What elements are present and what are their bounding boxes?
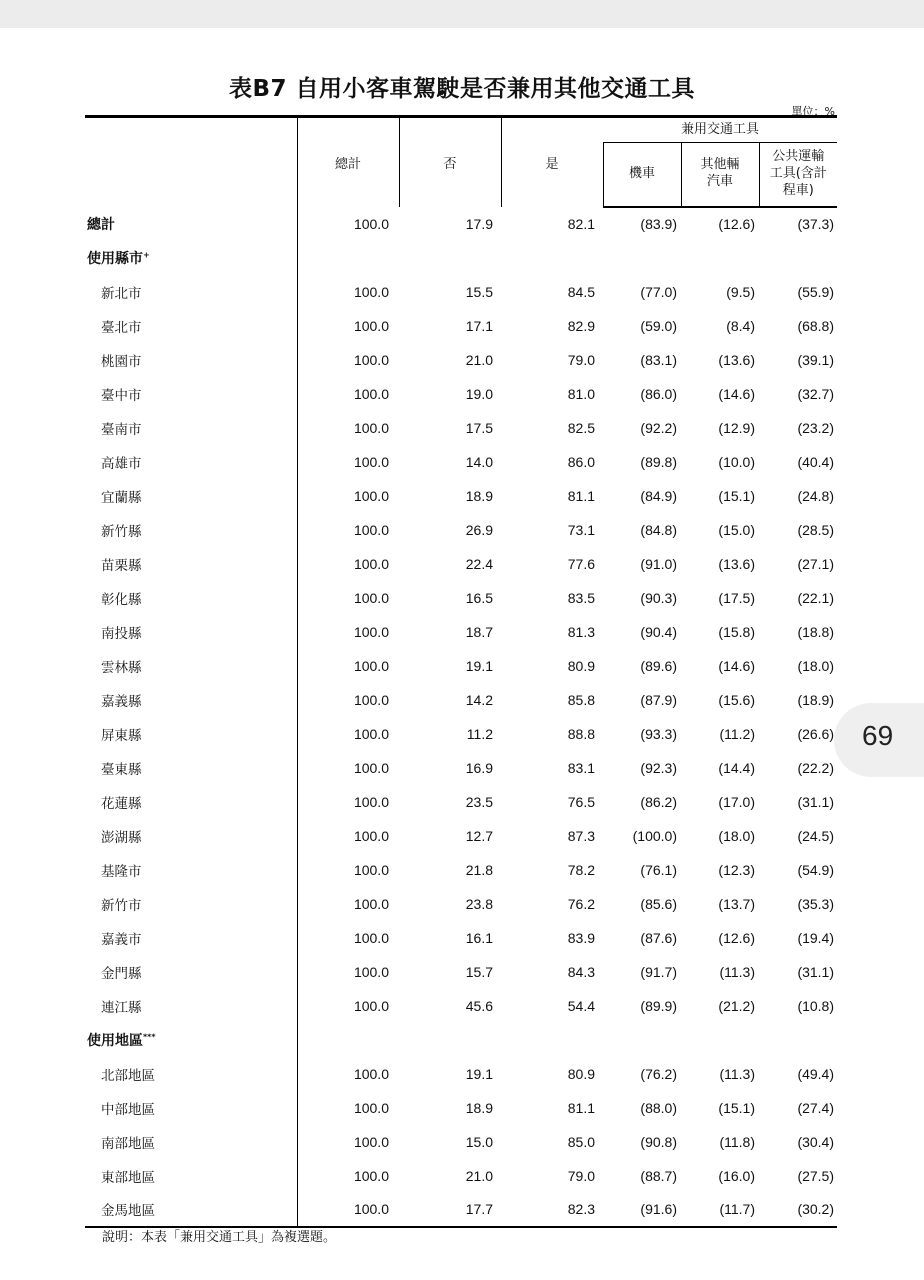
cell-total: 100.0 [353, 589, 389, 606]
cell-other-car: (13.6) [718, 351, 755, 368]
cell-no: 15.5 [465, 283, 493, 300]
cell-total: 100.0 [353, 1065, 389, 1082]
cell-no: 18.9 [465, 1099, 493, 1116]
cell-no [399, 1023, 501, 1057]
cell-moto: (84.9) [640, 487, 677, 504]
cell-no: 45.6 [465, 997, 493, 1014]
table-row [85, 921, 837, 955]
cell-yes: 81.3 [567, 623, 595, 640]
cell-total: 100.0 [353, 861, 389, 878]
cell-no: 18.7 [465, 623, 493, 640]
cell-no: 16.1 [465, 929, 493, 946]
cell-moto: (93.3) [640, 725, 677, 742]
table-row [85, 479, 837, 513]
cell-moto: (92.2) [640, 419, 677, 436]
row-label-text: 高雄市 [101, 455, 142, 472]
row-label-superscript: + [143, 249, 150, 259]
row-label [85, 615, 297, 649]
cell-moto: (86.2) [640, 793, 677, 810]
row-label [85, 785, 297, 819]
row-label [85, 513, 297, 547]
row-label-text: 金門縣 [101, 965, 142, 982]
header-public-line1: 公共運輸 [772, 148, 825, 164]
cell-no: 16.5 [465, 589, 493, 606]
cell-public-transport: (30.4) [797, 1133, 835, 1150]
cell-public-transport: (24.8) [797, 487, 835, 504]
row-label-text: 北部地區 [101, 1067, 155, 1084]
cell-yes: 82.5 [567, 419, 595, 436]
cell-moto: (76.2) [640, 1065, 677, 1082]
table-row [85, 445, 837, 479]
cell-moto: (89.8) [640, 453, 677, 470]
row-label [85, 377, 297, 411]
row-label [85, 343, 297, 377]
cell-public-transport: (27.5) [797, 1167, 835, 1184]
row-label [85, 309, 297, 343]
header-moto [603, 143, 681, 207]
cell-other-car: (15.1) [718, 1099, 755, 1116]
cell-yes: 83.5 [567, 589, 595, 606]
row-label-text: 使用地區 [87, 1032, 143, 1049]
row-label-text: 嘉義縣 [101, 693, 142, 710]
cell-moto: (85.6) [640, 895, 677, 912]
header-group-multi-transport: 兼用交通工具 [603, 117, 837, 143]
cell-other-car: (12.3) [718, 861, 755, 878]
cell-total: 100.0 [353, 555, 389, 572]
data-table [85, 115, 837, 1228]
cell-total: 100.0 [353, 1099, 389, 1116]
cell-total: 100.0 [297, 1193, 399, 1227]
header-other-car-line1: 其他輛 [700, 157, 740, 173]
cell-public-transport: (26.6) [797, 725, 835, 742]
row-label-text: 臺南市 [101, 421, 142, 438]
row-label [85, 547, 297, 581]
row-label [85, 241, 297, 275]
cell-yes: 87.3 [567, 827, 595, 844]
cell-total [297, 241, 399, 275]
cell-other-car: (18.0) [718, 827, 755, 844]
cell-total: 100.0 [353, 283, 389, 300]
cell-total: 100.0 [353, 453, 389, 470]
table-row [85, 1125, 837, 1159]
cell-other-car: (14.4) [718, 759, 755, 776]
row-label-text: 金馬地區 [101, 1203, 155, 1219]
table-row [85, 989, 837, 1023]
cell-public-transport: (30.2) [759, 1193, 837, 1227]
cell-other-car: (11.3) [719, 963, 755, 980]
cell-moto: (90.3) [640, 589, 677, 606]
row-label-text: 桃園市 [101, 353, 142, 370]
row-label [85, 751, 297, 785]
row-label [85, 1023, 297, 1057]
cell-yes: 85.8 [567, 691, 595, 708]
cell-no: 26.9 [465, 521, 493, 538]
row-label [85, 649, 297, 683]
cell-yes: 81.1 [567, 1099, 595, 1116]
cell-yes: 81.0 [567, 385, 595, 402]
cell-no: 19.0 [465, 385, 493, 402]
table-row [85, 819, 837, 853]
table-row [85, 615, 837, 649]
cell-total: 100.0 [353, 351, 389, 368]
row-label-text: 中部地區 [101, 1101, 155, 1118]
table-row [85, 1057, 837, 1091]
cell-moto: (88.7) [640, 1167, 677, 1184]
cell-public-transport: (40.4) [797, 453, 835, 470]
cell-no: 16.9 [465, 759, 493, 776]
cell-total: 100.0 [353, 1167, 389, 1184]
header-other-car [681, 143, 759, 207]
cell-moto: (91.7) [640, 963, 677, 980]
cell-moto: (83.9) [640, 216, 677, 232]
cell-total: 100.0 [353, 385, 389, 402]
header-moto-label: 機車 [628, 165, 655, 181]
cell-yes: 77.6 [567, 555, 595, 572]
row-label [85, 853, 297, 887]
cell-no: 17.9 [465, 215, 493, 232]
row-label [85, 683, 297, 717]
cell-no: 21.0 [465, 351, 493, 368]
cell-yes: 80.9 [567, 1065, 595, 1082]
row-label [85, 887, 297, 921]
cell-moto: (90.4) [640, 623, 677, 640]
header-no: 否 [399, 117, 501, 207]
row-label-text: 雲林縣 [101, 659, 142, 676]
cell-no: 15.7 [465, 963, 493, 980]
table-row [85, 751, 837, 785]
cell-total: 100.0 [353, 691, 389, 708]
cell-yes: 78.2 [567, 861, 595, 878]
header-yes: 是 [501, 117, 603, 207]
cell-other-car: (13.6) [718, 555, 755, 572]
cell-public-transport: (49.4) [797, 1065, 835, 1082]
cell-yes: 76.5 [567, 793, 595, 810]
cell-yes: 82.1 [567, 215, 595, 232]
cell-public-transport [759, 1023, 837, 1057]
cell-moto: (76.1) [640, 861, 677, 878]
cell-moto [603, 1023, 681, 1057]
cell-moto: (86.0) [640, 385, 677, 402]
row-label [85, 479, 297, 513]
cell-yes: 85.0 [567, 1133, 595, 1150]
cell-public-transport: (22.1) [797, 589, 835, 606]
cell-other-car: (15.1) [718, 487, 755, 504]
row-label-text: 連江縣 [101, 999, 142, 1016]
cell-other-car: (8.4) [726, 317, 755, 334]
cell-yes: 84.3 [567, 963, 595, 980]
row-label-superscript: *** [143, 1031, 156, 1041]
table-row [85, 1091, 837, 1125]
cell-public-transport: (22.2) [797, 759, 835, 776]
row-label [85, 921, 297, 955]
cell-public-transport: (19.4) [797, 929, 835, 946]
cell-other-car: (10.0) [718, 453, 755, 470]
table-row [85, 683, 837, 717]
top-toolbar-strip [0, 0, 924, 28]
unit-label: 單位：% [791, 105, 835, 118]
cell-other-car [681, 241, 759, 275]
table-group-row [85, 241, 837, 275]
cell-other-car: (16.0) [718, 1167, 755, 1184]
cell-total: 100.0 [353, 895, 389, 912]
cell-no: 15.0 [465, 1133, 493, 1150]
cell-moto: (91.0) [640, 555, 677, 572]
table-row [85, 853, 837, 887]
cell-total: 100.0 [353, 623, 389, 640]
cell-public-transport: (32.7) [797, 385, 835, 402]
table-row [85, 275, 837, 309]
row-label-text: 宜蘭縣 [101, 489, 142, 506]
header-public [759, 143, 837, 207]
table-body [85, 207, 837, 1227]
table-row [85, 649, 837, 683]
table-row [85, 581, 837, 615]
row-label [85, 581, 297, 615]
table-group-row [85, 1023, 837, 1057]
row-label-text: 臺中市 [101, 387, 142, 404]
cell-other-car: (15.6) [718, 691, 755, 708]
row-label-text: 彰化縣 [101, 591, 142, 608]
cell-yes: 84.5 [567, 283, 595, 300]
page-number: 69 [862, 720, 894, 751]
row-label-text: 總計 [87, 216, 115, 233]
cell-no: 14.0 [465, 453, 493, 470]
cell-yes: 79.0 [567, 351, 595, 368]
cell-moto: (92.3) [640, 759, 677, 776]
cell-total: 100.0 [353, 997, 389, 1014]
cell-total: 100.0 [353, 963, 389, 980]
header-public-line2: 工具(含計 [769, 165, 827, 181]
cell-moto: (89.6) [640, 657, 677, 674]
table-row [85, 411, 837, 445]
cell-total: 100.0 [353, 759, 389, 776]
row-label-text: 嘉義市 [101, 931, 142, 948]
cell-yes: 54.4 [567, 997, 595, 1014]
cell-total: 100.0 [353, 929, 389, 946]
cell-public-transport: (27.4) [797, 1099, 835, 1116]
cell-public-transport: (55.9) [797, 283, 835, 300]
cell-public-transport: (31.1) [797, 793, 835, 810]
row-label-text: 南部地區 [101, 1135, 155, 1152]
cell-no: 22.4 [465, 555, 493, 572]
cell-public-transport: (27.1) [797, 555, 835, 572]
cell-yes: 81.1 [567, 487, 595, 504]
cell-public-transport: (24.5) [797, 827, 835, 844]
header-public-line3: 程車) [782, 182, 814, 198]
cell-other-car: (17.5) [718, 589, 755, 606]
row-label-text: 新竹縣 [101, 523, 142, 540]
table-group-row [85, 207, 837, 241]
row-label [85, 1057, 297, 1091]
row-label [85, 1091, 297, 1125]
cell-other-car: (11.7) [681, 1193, 759, 1227]
cell-no: 11.2 [466, 725, 493, 742]
cell-no: 23.8 [465, 895, 493, 912]
cell-yes: 82.9 [567, 317, 595, 334]
cell-other-car: (17.0) [718, 793, 755, 810]
cell-yes: 86.0 [567, 453, 595, 470]
row-label [85, 955, 297, 989]
table-row [85, 547, 837, 581]
cell-no: 12.7 [465, 827, 493, 844]
cell-no: 19.1 [465, 1065, 493, 1082]
cell-other-car: (15.0) [718, 521, 755, 538]
cell-moto: (89.9) [640, 997, 677, 1014]
cell-other-car: (11.3) [719, 1065, 755, 1082]
header-other-car-line2: 汽車 [706, 174, 733, 190]
cell-other-car: (12.6) [718, 929, 755, 946]
row-label-text: 花蓮縣 [101, 795, 142, 812]
cell-yes: 83.9 [567, 929, 595, 946]
table-title: 表B7 自用小客車駕駛是否兼用其他交通工具 [228, 76, 696, 102]
cell-other-car: (14.6) [718, 385, 755, 402]
cell-yes: 83.1 [567, 759, 595, 776]
cell-yes: 76.2 [567, 895, 595, 912]
cell-total: 100.0 [353, 521, 389, 538]
cell-moto: (87.9) [640, 691, 677, 708]
cell-moto [603, 241, 681, 275]
cell-no: 18.9 [465, 487, 493, 504]
row-label-text: 澎湖縣 [101, 829, 142, 846]
row-label [85, 275, 297, 309]
table-row [85, 887, 837, 921]
cell-total [297, 1023, 399, 1057]
cell-no: 17.1 [465, 317, 493, 334]
cell-yes [501, 241, 603, 275]
row-label [85, 1193, 297, 1227]
cell-other-car [681, 1023, 759, 1057]
cell-moto: (77.0) [640, 283, 677, 300]
row-label [85, 207, 297, 241]
row-label-text: 基隆市 [101, 863, 142, 880]
cell-yes: 73.1 [567, 521, 595, 538]
cell-public-transport [759, 241, 837, 275]
cell-total: 100.0 [353, 1133, 389, 1150]
cell-yes: 80.9 [567, 657, 595, 674]
table-row [85, 1193, 837, 1227]
row-label-text: 新北市 [101, 285, 142, 302]
cell-total: 100.0 [353, 827, 389, 844]
cell-total: 100.0 [353, 215, 389, 232]
cell-other-car: (12.6) [718, 216, 755, 232]
row-label-text: 南投縣 [101, 625, 142, 642]
cell-other-car: (9.5) [726, 283, 755, 300]
row-label-text: 東部地區 [101, 1169, 155, 1186]
row-label [85, 1159, 297, 1193]
row-label [85, 989, 297, 1023]
row-label-text: 苗栗縣 [101, 557, 142, 574]
header-total: 總計 [297, 117, 399, 207]
cell-total: 100.0 [353, 419, 389, 436]
cell-yes: 88.8 [567, 725, 595, 742]
row-label-text: 使用縣市 [87, 250, 143, 267]
table-row [85, 717, 837, 751]
cell-public-transport: (23.2) [797, 419, 835, 436]
cell-other-car: (12.9) [718, 419, 755, 436]
cell-moto: (84.8) [640, 521, 677, 538]
cell-no [399, 241, 501, 275]
cell-public-transport: (31.1) [797, 963, 835, 980]
cell-no: 19.1 [465, 657, 493, 674]
cell-public-transport: (18.0) [797, 657, 835, 674]
cell-public-transport: (35.3) [797, 895, 835, 912]
cell-public-transport: (68.8) [797, 317, 835, 334]
cell-total: 100.0 [353, 793, 389, 810]
row-label [85, 819, 297, 853]
cell-moto: (88.0) [640, 1099, 677, 1116]
cell-other-car: (15.8) [718, 623, 755, 640]
cell-yes: 82.3 [501, 1193, 603, 1227]
cell-moto: (91.6) [603, 1193, 681, 1227]
cell-no: 23.5 [465, 793, 493, 810]
cell-no: 17.5 [465, 419, 493, 436]
table-row [85, 785, 837, 819]
cell-total: 100.0 [353, 725, 389, 742]
cell-public-transport: (10.8) [797, 997, 835, 1014]
cell-no: 21.8 [465, 861, 493, 878]
cell-total: 100.0 [353, 317, 389, 334]
table-row [85, 309, 837, 343]
cell-other-car: (21.2) [718, 997, 755, 1014]
footnote: 說明：本表「兼用交通工具」為複選題。 [102, 1230, 337, 1245]
cell-moto: (59.0) [640, 317, 677, 334]
cell-moto: (83.1) [640, 351, 677, 368]
table-row [85, 955, 837, 989]
cell-yes: 79.0 [567, 1167, 595, 1184]
row-label [85, 445, 297, 479]
row-label [85, 1125, 297, 1159]
cell-other-car: (14.6) [718, 657, 755, 674]
cell-public-transport: (39.1) [797, 351, 835, 368]
cell-public-transport: (18.9) [797, 691, 835, 708]
row-label-text: 新竹市 [101, 897, 142, 914]
table-row [85, 343, 837, 377]
cell-no: 21.0 [465, 1167, 493, 1184]
table-row [85, 1159, 837, 1193]
cell-other-car: (11.2) [719, 725, 755, 742]
cell-total: 100.0 [353, 657, 389, 674]
cell-no: 14.2 [465, 691, 493, 708]
row-label-text: 屏東縣 [101, 727, 142, 744]
table-row [85, 513, 837, 547]
row-label [85, 411, 297, 445]
cell-public-transport: (28.5) [797, 521, 835, 538]
cell-public-transport: (18.8) [797, 623, 835, 640]
cell-moto: (87.6) [640, 929, 677, 946]
row-label [85, 717, 297, 751]
cell-public-transport: (54.9) [797, 861, 835, 878]
row-label-text: 臺北市 [101, 319, 142, 336]
cell-other-car: (13.7) [718, 895, 755, 912]
header-blank [85, 117, 297, 207]
cell-yes [501, 1023, 603, 1057]
cell-other-car: (11.8) [719, 1133, 755, 1150]
cell-public-transport: (37.3) [797, 216, 835, 232]
cell-moto: (90.8) [640, 1133, 677, 1150]
cell-moto: (100.0) [632, 827, 677, 844]
cell-no: 17.7 [399, 1193, 501, 1227]
row-label-text: 臺東縣 [101, 761, 142, 778]
table-row [85, 377, 837, 411]
cell-total: 100.0 [353, 487, 389, 504]
